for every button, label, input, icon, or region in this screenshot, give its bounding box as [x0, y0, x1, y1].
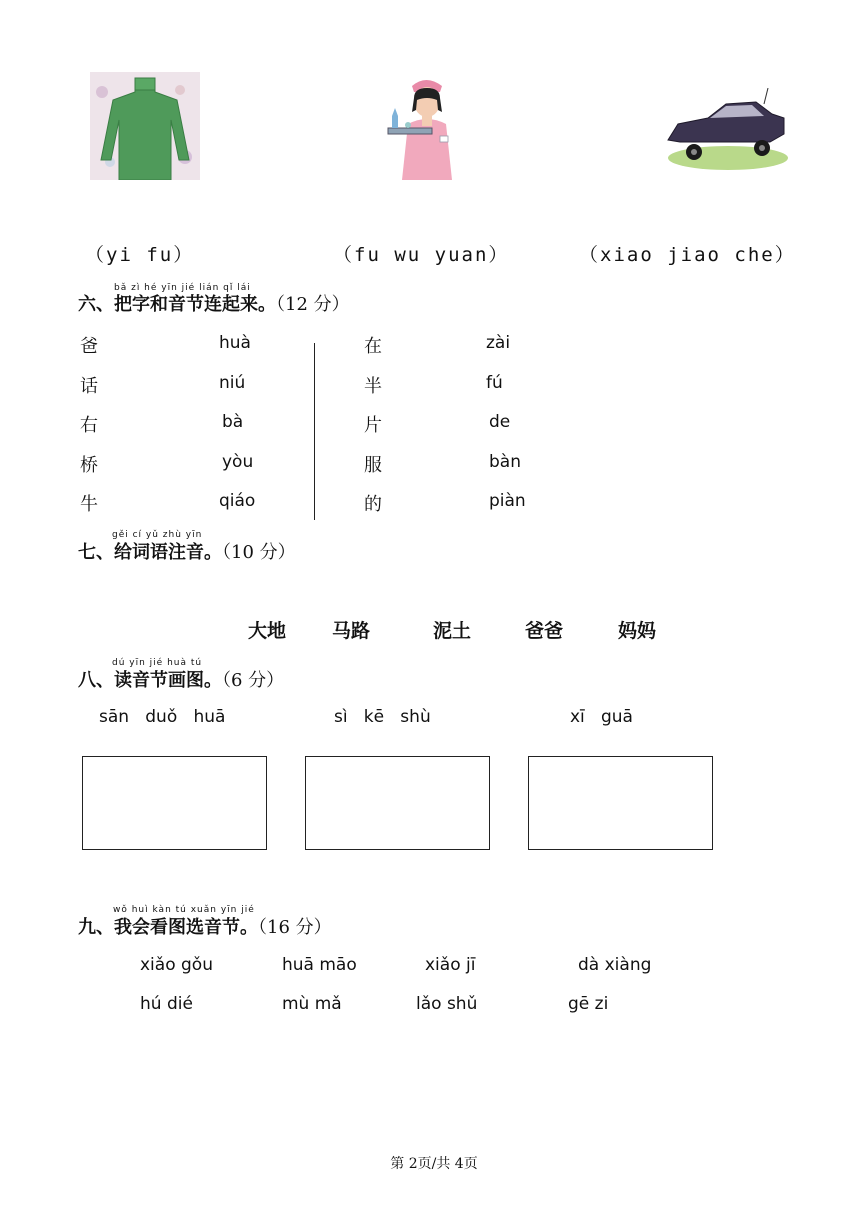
- section6-ruby: bǎ zì hé yīn jié lián qǐ lái: [114, 283, 251, 293]
- s6-right-pinyin-4: bàn: [489, 452, 521, 472]
- car-picture: [662, 88, 788, 172]
- section7-title: 七、给词语注音。: [78, 542, 222, 563]
- section6-heading: [78, 290, 350, 316]
- section9-title: 九、我会看图选音节。: [78, 917, 258, 938]
- s9-option-r2-4: gē zi: [568, 994, 609, 1014]
- s9-option-r1-2: huā māo: [282, 955, 357, 975]
- s6-right-pinyin-3: de: [489, 412, 511, 432]
- section8-heading: [78, 666, 284, 692]
- s6-left-pinyin-1: huà: [219, 333, 251, 353]
- s6-right-char-4: 服: [364, 455, 382, 476]
- s6-left-pinyin-2: niú: [219, 373, 246, 393]
- s6-left-char-3: 右: [80, 415, 98, 436]
- s7-word-1: 大地: [248, 620, 287, 642]
- section9-ruby: wǒ huì kàn tú xuǎn yīn jié: [113, 905, 255, 915]
- section7-score: （10 分）: [222, 542, 296, 563]
- s9-option-r1-3: xiǎo jī: [425, 955, 476, 975]
- s6-left-char-2: 话: [80, 376, 98, 397]
- s9-option-r1-1: xiǎo gǒu: [140, 955, 213, 975]
- waitress-picture: [378, 72, 474, 180]
- picture-caption-2: （fu wu yuan）: [333, 244, 510, 266]
- s6-right-pinyin-2: fú: [486, 373, 503, 393]
- s8-item-2-pinyin: sì kē shù: [334, 707, 431, 727]
- section6-score: （12 分）: [276, 294, 350, 315]
- section7-ruby: gěi cí yǔ zhù yīn: [112, 530, 203, 540]
- s6-left-char-1: 爸: [80, 336, 98, 357]
- picture-caption-3: （xiao jiao che）: [579, 244, 796, 266]
- section9-heading: [78, 913, 332, 939]
- section7-heading: [78, 538, 296, 564]
- s8-item-3-pinyin: xī guā: [570, 707, 633, 727]
- section6-title: 六、把字和音节连起来。: [78, 294, 276, 315]
- s6-left-char-4: 桥: [80, 455, 98, 476]
- s7-word-5: 妈妈: [618, 620, 657, 642]
- s8-drawing-box-3[interactable]: [528, 756, 713, 850]
- s8-drawing-box-2[interactable]: [305, 756, 490, 850]
- s9-option-r2-1: hú dié: [140, 994, 193, 1014]
- section9-score: （16 分）: [258, 917, 332, 938]
- section8-title: 八、读音节画图。: [78, 670, 222, 691]
- green-sweater-picture: [90, 72, 200, 180]
- s6-right-char-2: 半: [364, 376, 382, 397]
- s6-right-char-5: 的: [364, 494, 382, 515]
- picture-caption-1: （yi fu）: [85, 244, 195, 266]
- s6-left-pinyin-5: qiáo: [219, 491, 256, 511]
- section8-ruby: dú yīn jié huà tú: [112, 658, 203, 668]
- s8-drawing-box-1[interactable]: [82, 756, 267, 850]
- page-footer: 第 2页/共 4页: [390, 1156, 478, 1172]
- s7-word-4: 爸爸: [525, 620, 564, 642]
- s6-right-pinyin-1: zài: [486, 333, 511, 353]
- s7-word-3: 泥土: [433, 620, 472, 642]
- s8-item-1-pinyin: sān duǒ huā: [99, 707, 226, 727]
- s6-left-pinyin-4: yòu: [222, 452, 254, 472]
- s6-right-pinyin-5: piàn: [489, 491, 526, 511]
- s9-option-r2-3: lǎo shǔ: [416, 994, 478, 1014]
- s9-option-r2-2: mù mǎ: [282, 994, 342, 1014]
- s6-left-pinyin-3: bà: [222, 412, 244, 432]
- s6-right-char-3: 片: [364, 415, 382, 436]
- section8-score: （6 分）: [222, 670, 285, 691]
- s9-option-r1-4: dà xiàng: [578, 955, 652, 975]
- s7-word-2: 马路: [332, 620, 371, 642]
- s6-right-char-1: 在: [364, 336, 382, 357]
- s6-left-char-5: 牛: [80, 494, 98, 515]
- section6-divider: [314, 343, 315, 520]
